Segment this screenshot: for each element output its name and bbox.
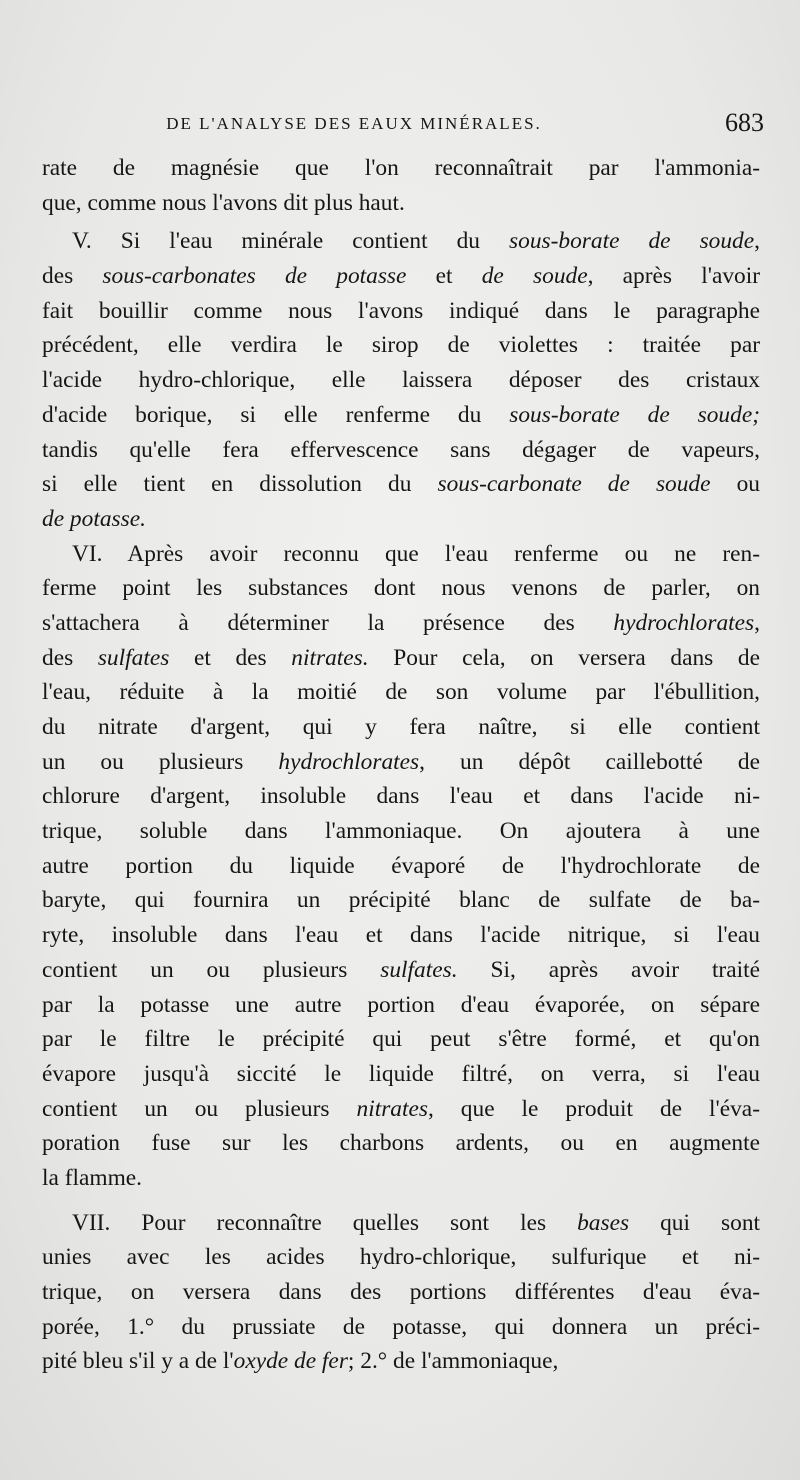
text-line (42, 433, 760, 468)
text-line (42, 398, 760, 433)
italic-term: sulfates. (380, 956, 458, 983)
text-run: qui sont (629, 1209, 761, 1236)
body-text (42, 151, 760, 1379)
text-run: ; 2.° de l'ammoniaque, (347, 1348, 559, 1375)
text-run: V. Si l'eau minérale contient du (72, 228, 510, 255)
running-head (40, 108, 770, 138)
text-run: chlorure d'argent, insoluble dans l'eau et dans l'acide ni- (42, 783, 760, 810)
text-run: par le filtre le précipité qui peut s'être formé, et qu'on (42, 1026, 760, 1053)
text-run: ou (710, 471, 760, 498)
text-run: , (754, 609, 760, 636)
text-line (42, 1092, 760, 1127)
text-run: du nitrate d'argent, qui y fera naître, si elle contient (42, 714, 760, 740)
text-run: pité bleu s'il y a de l' (42, 1348, 234, 1375)
text-line (42, 571, 760, 606)
text-run: contient un ou plusieurs (42, 956, 381, 983)
text-run: si elle tient en dissolution du (42, 471, 438, 498)
text-line (42, 294, 760, 329)
page-number: 683 (725, 108, 764, 137)
text-line (42, 502, 760, 537)
text-line (42, 1022, 760, 1057)
text-line (42, 224, 760, 259)
italic-term: nitrates (356, 1095, 428, 1122)
text-line (42, 675, 760, 710)
text-run: par la potasse une autre portion d'eau évaporée, on sépare (42, 991, 760, 1018)
text-line (42, 259, 760, 294)
running-title: DE L'ANALYSE DES EAUX MINÉRALES. (166, 114, 542, 133)
text-run: et des (169, 644, 292, 671)
text-line (42, 363, 760, 398)
text-run: s'attachera à déterminer la présence des (42, 609, 614, 636)
text-line (42, 1161, 760, 1196)
text-run: , après l'avoir (587, 263, 761, 290)
text-line (42, 186, 760, 221)
text-line (42, 537, 760, 572)
text-run: Si, après avoir traité (457, 956, 760, 983)
text-line (42, 710, 760, 745)
text-line (42, 1206, 760, 1241)
text-run: poration fuse sur les charbons ardents, ou en augmente (42, 1130, 760, 1157)
italic-term: de soude (481, 263, 588, 290)
italic-term: sulfates (97, 644, 170, 671)
text-run: porée, 1.° du prussiate de potasse, qui donnera un préci- (42, 1313, 760, 1340)
text-run: Pour cela, on versera dans de (368, 644, 761, 671)
text-run: l'acide hydro-chlorique, elle laissera déposer des cristaux (42, 367, 760, 394)
text-line (42, 1344, 760, 1379)
text-run: VI. Après avoir reconnu que l'eau renferme ou ne ren- (72, 540, 760, 567)
text-line (42, 953, 760, 988)
text-line (42, 641, 760, 676)
italic-term: nitrates. (291, 644, 369, 671)
text-line (42, 988, 760, 1023)
text-run: fait bouillir comme nous l'avons indiqué dans le paragraphe (42, 297, 760, 324)
paragraph-v (42, 224, 760, 536)
text-run: , que le produit de l'éva- (427, 1095, 760, 1122)
text-line (42, 918, 760, 953)
text-line (42, 814, 760, 849)
italic-term: sous-carbonate de soude (437, 471, 711, 498)
italic-term: de potasse. (42, 505, 146, 532)
italic-term: hydrochlorates (278, 748, 420, 775)
italic-term: bases (577, 1209, 630, 1236)
paragraph-vii (42, 1206, 760, 1379)
text-run: des (42, 263, 103, 290)
text-run: précédent, elle verdira le sirop de violettes : traitée par (42, 332, 760, 359)
italic-term: sous-borate de soude (509, 228, 755, 255)
text-run: évapore jusqu'à siccité le liquide filtré, on verra, si l'eau (42, 1060, 760, 1087)
text-line (42, 1275, 760, 1310)
text-line (42, 606, 760, 641)
italic-term: hydrochlorates (613, 609, 755, 636)
text-run: la flamme. (42, 1164, 143, 1191)
text-line (42, 328, 760, 363)
text-run: baryte, qui fournira un précipité blanc de sulfate de ba- (42, 887, 760, 914)
text-run: autre portion du liquide évaporé de l'hydrochlorate de (42, 852, 760, 879)
text-run: rate de magnésie que l'on reconnaîtrait par l'ammonia- (42, 155, 760, 181)
text-run: , un dépôt caillebotté de (419, 748, 760, 775)
text-run: trique, on versera dans des portions différentes d'eau éva- (42, 1279, 760, 1305)
text-run: trique, soluble dans l'ammoniaque. On ajoutera à une (42, 818, 760, 845)
text-line (42, 1240, 760, 1275)
paragraph-cont (42, 151, 760, 220)
italic-term: sous-borate de soude; (509, 401, 760, 428)
text-line (42, 745, 760, 780)
text-run: d'acide borique, si elle renferme du (42, 401, 510, 428)
text-run: , (754, 228, 760, 255)
text-run: un ou plusieurs (42, 748, 279, 775)
text-run: VII. Pour reconnaître quelles sont les (72, 1209, 578, 1236)
text-run: contient un ou plusieurs (42, 1095, 357, 1122)
text-line (42, 1126, 760, 1161)
paragraph-vi (42, 537, 760, 1196)
italic-term: oxyde de fer (233, 1348, 348, 1375)
text-run: que, comme nous l'avons dit plus haut. (42, 189, 405, 216)
text-run: ryte, insoluble dans l'eau et dans l'acide nitrique, si l'eau (42, 922, 760, 949)
text-run: et (406, 263, 482, 290)
text-run: unies avec les acides hydro-chlorique, sulfurique et ni- (42, 1244, 760, 1271)
text-line (42, 151, 760, 186)
text-run: ferme point les substances dont nous venons de parler, on (42, 575, 760, 602)
text-line (42, 1310, 760, 1345)
text-run: des (42, 644, 98, 671)
text-run: l'eau, réduite à la moitié de son volume par l'ébullition, (42, 679, 760, 706)
text-line (42, 849, 760, 884)
text-line (42, 779, 760, 814)
text-line (42, 467, 760, 502)
text-run: tandis qu'elle fera effervescence sans dégager de vapeurs, (42, 436, 760, 463)
text-line (42, 883, 760, 918)
italic-term: sous-carbonates de potasse (102, 263, 407, 290)
text-line (42, 1057, 760, 1092)
